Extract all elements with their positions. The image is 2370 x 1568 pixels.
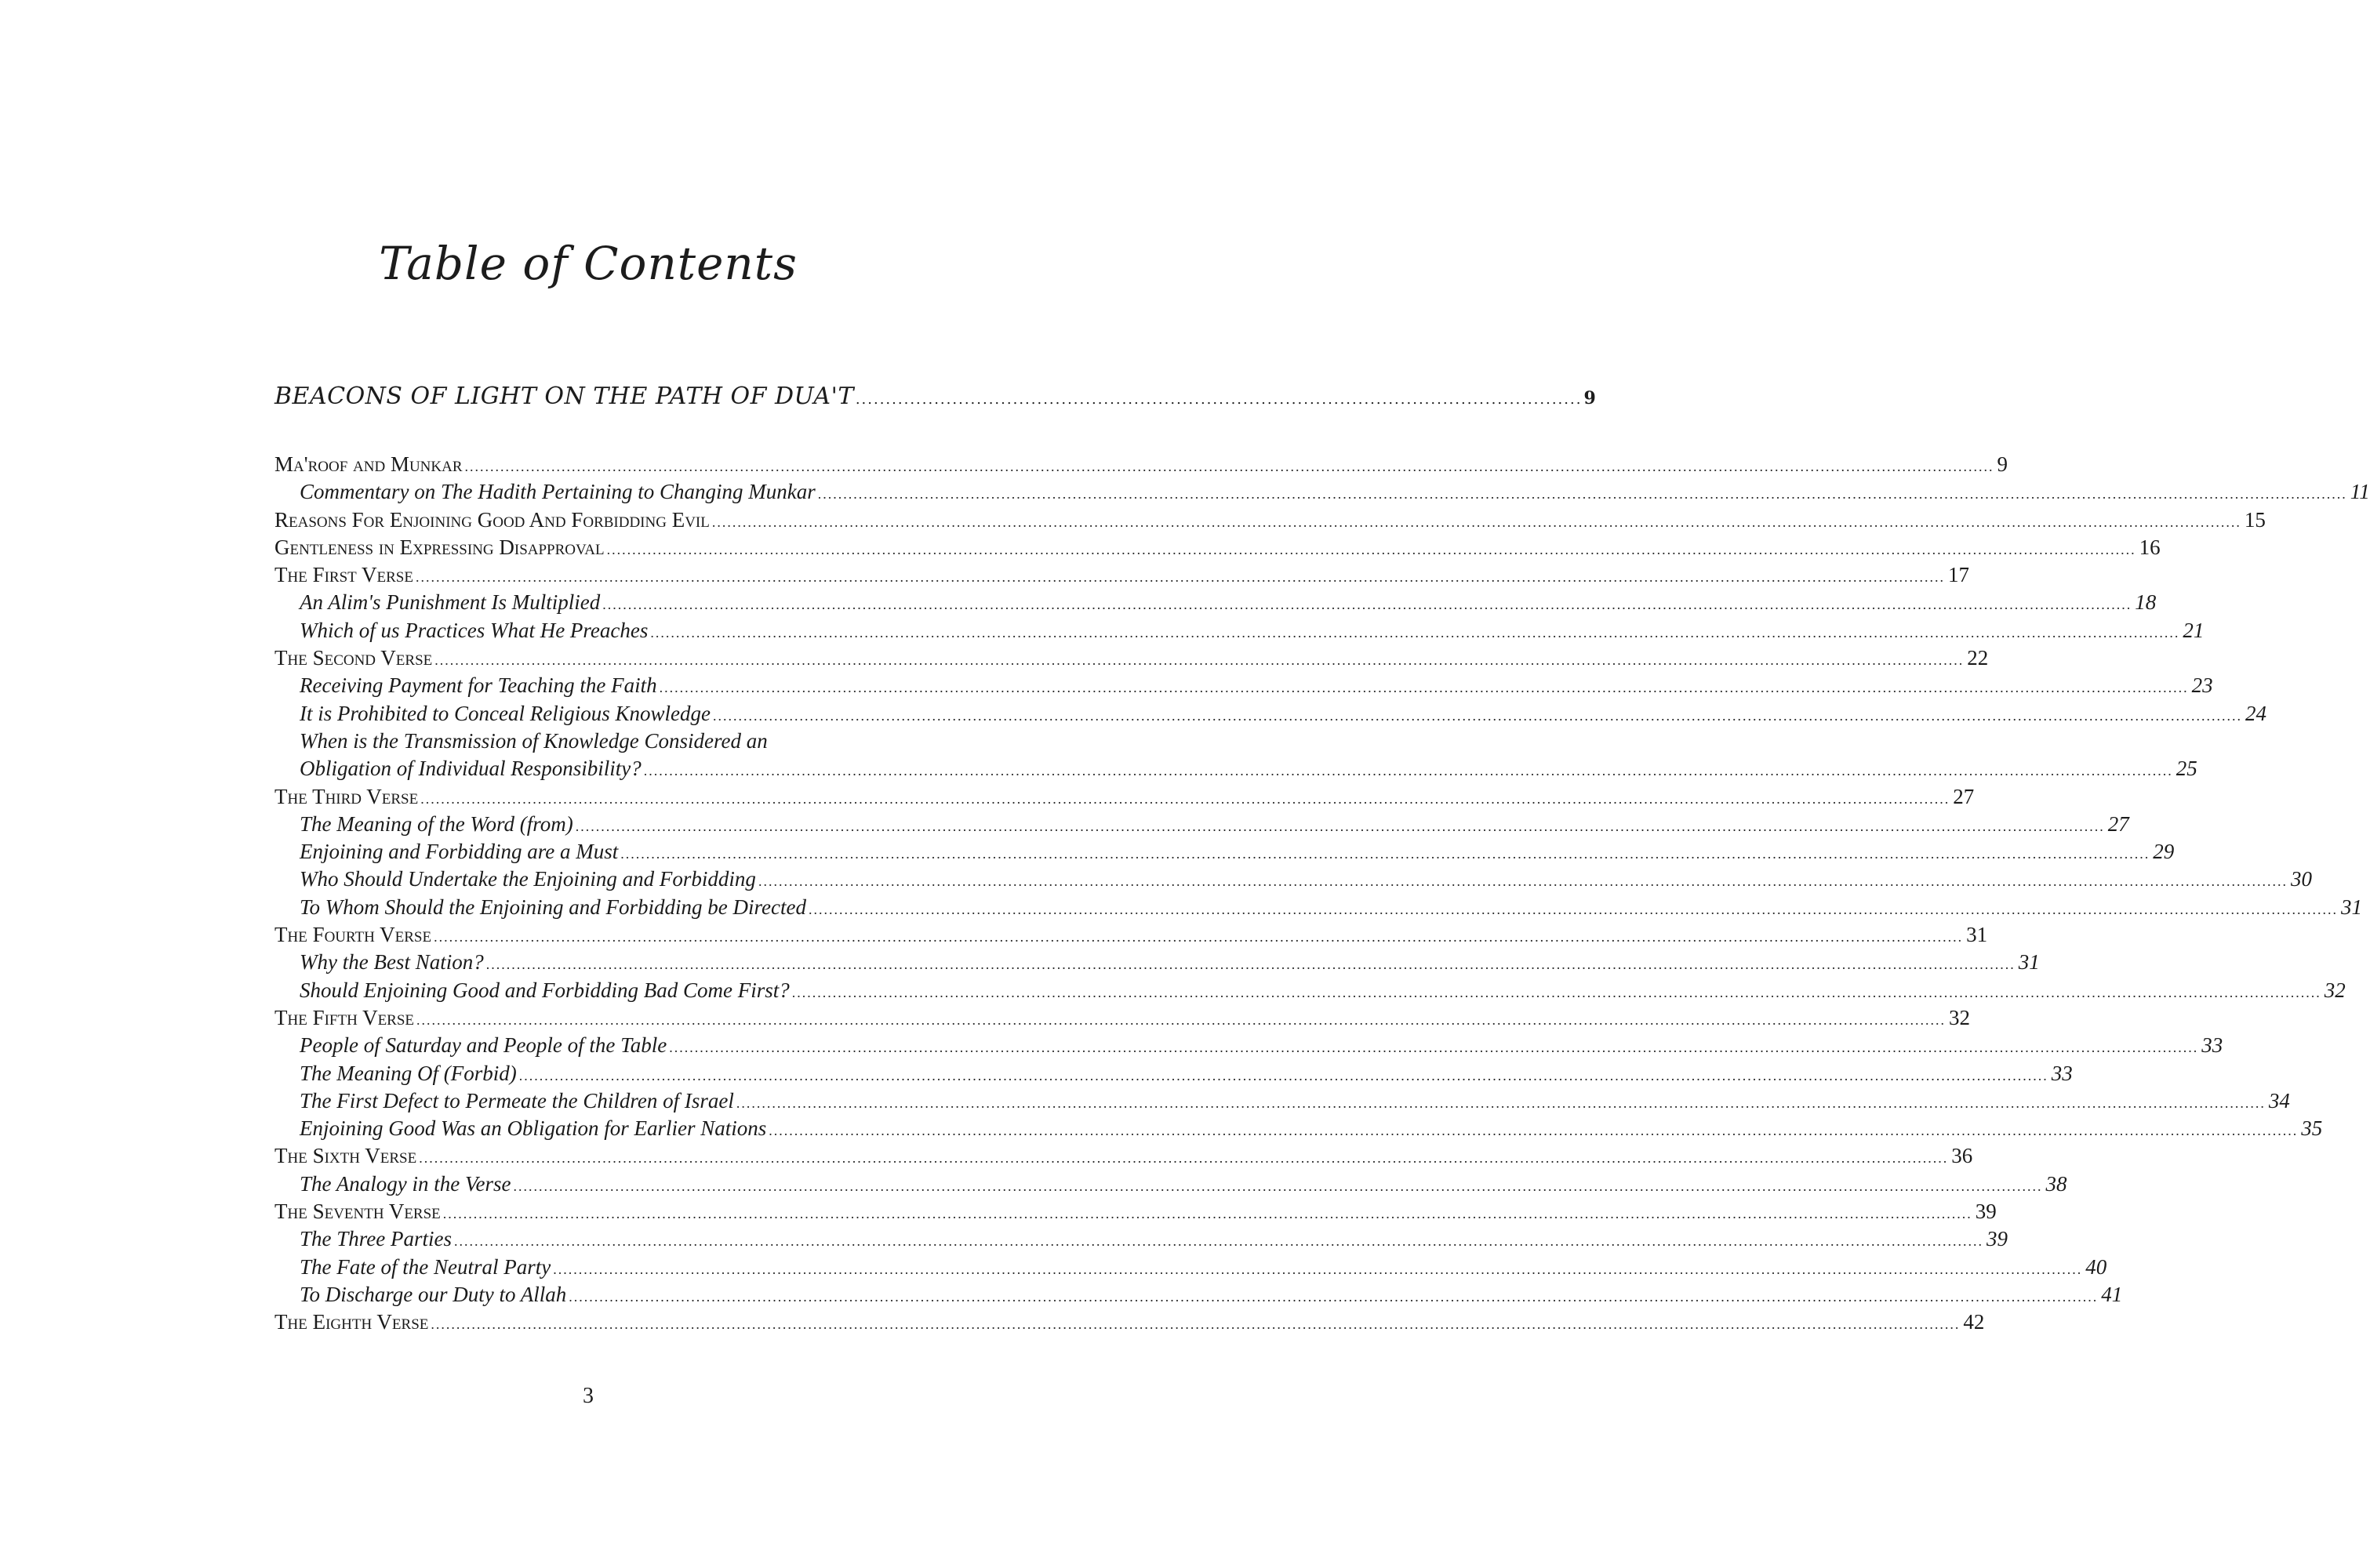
toc-section-entry: [274, 1198, 1997, 1225]
toc-subsection-entry: [274, 1087, 2290, 1115]
toc-entry-title: Obligation of Individual Responsibility?: [300, 757, 642, 781]
toc-subsection-entry: [274, 1032, 2223, 1059]
leader-dots: ............................................................................................................................................................................................................................................................................................................: [669, 1040, 2199, 1056]
toc-entry-title: Enjoining and Forbidding are a Must: [300, 840, 619, 864]
toc-entry-title: Who Should Undertake the Enjoining and Forbidding: [300, 867, 756, 891]
toc-entry-title: The Meaning of the Word (from): [300, 811, 573, 836]
toc-entry-page: 11: [2350, 480, 2370, 504]
toc-section-entry: [274, 783, 1975, 811]
leader-dots: ............................................................................................................................................................................................................................................................................................................: [569, 1288, 2099, 1305]
leader-dots: ............................................................................................................................................................................................................................................................................................................: [712, 707, 2242, 724]
toc-entry-title: Commentary on The Hadith Pertaining to Changing Munkar: [300, 480, 816, 504]
part-heading-label: BEACONS OF LIGHT ON THE PATH OF DUA'T: [274, 383, 854, 410]
toc-entry-title: The Fate of the Neutral Party: [300, 1254, 551, 1279]
toc-entry-title: The Second Verse: [274, 646, 433, 670]
toc-section-entry: [274, 451, 2008, 478]
toc-subsection-entry: [274, 478, 2370, 506]
toc-entry-page: 31: [2018, 950, 2040, 975]
toc-subsection-entry: [274, 1115, 2323, 1142]
leader-dots: ............................................................................................................................................................................................................................................................................................................: [620, 846, 2150, 862]
leader-dots: ............................................................................................................................................................................................................................................................................................................: [711, 514, 2241, 530]
toc-entry-title: The Three Parties: [300, 1227, 452, 1251]
toc-subsection-entry: [274, 866, 2312, 893]
toc-entry-title: Should Enjoining Good and Forbidding Bad Come First?: [300, 978, 790, 1002]
toc-entry-page: 9: [1997, 452, 2008, 476]
toc-entry-title: The Fourth Verse: [274, 923, 432, 947]
toc-entry-title: The First Defect to Permeate the Children of Israel: [300, 1088, 734, 1112]
toc-entry-page: 17: [1947, 563, 1969, 587]
toc-entry-page: 42: [1963, 1310, 1985, 1334]
toc-entry-title: When is the Transmission of Knowledge Considered an: [300, 728, 768, 753]
toc-entry-page: 27: [2107, 811, 2129, 836]
toc-subsection-entry: [274, 894, 2362, 921]
toc-entry-title: People of Saturday and People of the Table: [300, 1033, 667, 1058]
toc-subsection-entry: [274, 589, 2157, 616]
toc-entry-title: Receiving Payment for Teaching the Faith: [300, 673, 657, 698]
toc-section-entry: [274, 1004, 1971, 1032]
toc-entry-page: 35: [2301, 1116, 2323, 1141]
toc-entry-title: The Third Verse: [274, 784, 419, 808]
leader-dots: ............................................................................................................................................................................................................................................................................................................: [416, 1011, 1947, 1028]
leader-dots: ............................................................................................................................................................................................................................................................................................................: [420, 790, 1950, 807]
toc-entry-page: 22: [1967, 646, 1989, 670]
toc-section-entry: [274, 506, 2266, 534]
toc-subsection-entry: [274, 1281, 2123, 1308]
leader-dots: ............................................................................................................................................................................................................................................................................................................: [431, 1316, 1961, 1333]
toc-entry-page: 40: [2085, 1254, 2107, 1279]
leader-dots: ............................................................................................................................................................................................................................................................................................................: [808, 901, 2338, 917]
toc-entry-title: The Eighth Verse: [274, 1310, 429, 1334]
toc-subsection-entry: [274, 977, 2346, 1004]
leader-dots: ............................................................................................................................................................................................................................................................................................................: [464, 459, 1994, 474]
toc-entry-title: To Whom Should the Enjoining and Forbidding be Directed: [300, 895, 806, 919]
toc-entry-title: Why the Best Nation?: [300, 950, 484, 975]
toc-entry-page: 36: [1951, 1144, 1973, 1168]
toc-section-entry: [274, 921, 1988, 949]
leader-dots: ............................................................................................................................................................................................................................................................................................................: [791, 984, 2321, 1000]
toc-entry-page: 31: [1966, 923, 1988, 947]
toc-section-entry: [274, 644, 1989, 672]
leader-dots: ............................................................................................................................................................................................................................................................................................................: [434, 929, 1964, 946]
toc-entry-page: 25: [2176, 757, 2197, 781]
page-title: Table of Contents: [379, 237, 798, 290]
leader-dots: ............................................................................................................................................................................................................................................................................................................: [453, 1233, 1983, 1250]
toc-entry-title: The Analogy in the Verse: [300, 1171, 511, 1196]
page-number: 3: [583, 1384, 594, 1408]
leader-dots: ............................................................................................................................................................................................................................................................................................................: [650, 624, 2180, 641]
leader-dots: ............................................................................................................................................................................................................................................................................................................: [442, 1206, 1972, 1222]
toc-entry-page: 39: [1975, 1200, 1997, 1224]
leader-dots: ........................................................................................................................: [855, 391, 1583, 408]
leader-dots: ............................................................................................................................................................................................................................................................................................................: [769, 1123, 2299, 1139]
toc-entry-page: 23: [2191, 673, 2213, 698]
toc-entry-page: 18: [2135, 590, 2157, 615]
toc-entry-page: 15: [2244, 507, 2266, 532]
toc-subsection-entry: [274, 949, 2040, 976]
leader-dots: ............................................................................................................................................................................................................................................................................................................: [419, 1150, 1949, 1167]
toc-list: [274, 451, 2370, 1337]
toc-entry-page: 32: [1949, 1005, 1971, 1029]
toc-entry-title: The Fifth Verse: [274, 1005, 415, 1029]
toc-entry-page: 41: [2101, 1282, 2123, 1306]
toc-subsection-entry: [274, 617, 2205, 644]
toc-subsection-entry: [274, 755, 2197, 782]
toc-entry-page: 30: [2290, 867, 2312, 891]
leader-dots: ............................................................................................................................................................................................................................................................................................................: [553, 1261, 2083, 1277]
toc-entry-title: Reasons For Enjoining Good And Forbidding Evil: [274, 507, 710, 532]
toc-subsection-entry: [274, 700, 2266, 728]
leader-dots: ............................................................................................................................................................................................................................................................................................................: [606, 541, 2136, 557]
toc-section-entry: [274, 1308, 1985, 1336]
toc-entry-page: 39: [1986, 1227, 2008, 1251]
leader-dots: ............................................................................................................................................................................................................................................................................................................: [659, 680, 2189, 696]
toc-entry-title: The Meaning Of (Forbid): [300, 1061, 517, 1085]
toc-entry-page: 24: [2245, 701, 2266, 725]
toc-entry-page: 31: [2340, 895, 2362, 919]
toc-entry-title: Gentleness in Expressing Disapproval: [274, 535, 605, 559]
toc-entry-title: It is Prohibited to Conceal Religious Knowledge: [300, 701, 711, 725]
leader-dots: ............................................................................................................................................................................................................................................................................................................: [434, 652, 1965, 669]
toc-entry-title: Ma'roof and Munkar: [274, 452, 463, 476]
toc-subsection-entry: [274, 838, 2175, 866]
leader-dots: ............................................................................................................................................................................................................................................................................................................: [602, 597, 2132, 613]
toc-entry-title: To Discharge our Duty to Allah: [300, 1282, 567, 1306]
toc-entry-title: The Seventh Verse: [274, 1200, 441, 1224]
leader-dots: ............................................................................................................................................................................................................................................................................................................: [736, 1094, 2266, 1111]
leader-dots: ............................................................................................................................................................................................................................................................................................................: [575, 818, 2105, 834]
toc-entry-page: 16: [2139, 535, 2161, 559]
toc-entry-page: 32: [2324, 978, 2346, 1002]
toc-entry-title: Which of us Practices What He Preaches: [300, 618, 649, 642]
toc-subsection-entry: [274, 1254, 2107, 1281]
toc-entry-title: Enjoining Good Was an Obligation for Earlier Nations: [300, 1116, 767, 1141]
toc-subsection-entry: [274, 728, 914, 755]
part-heading: [274, 383, 1597, 410]
toc-subsection-entry: [274, 1060, 2073, 1087]
leader-dots: ............................................................................................................................................................................................................................................................................................................: [513, 1178, 2043, 1194]
toc-subsection-entry: [274, 1225, 2008, 1253]
toc-section-entry: [274, 534, 2161, 561]
toc-entry-page: 27: [1953, 784, 1975, 808]
toc-entry-title: The First Verse: [274, 563, 413, 587]
leader-dots: ............................................................................................................................................................................................................................................................................................................: [485, 956, 2016, 973]
leader-dots: ............................................................................................................................................................................................................................................................................................................: [817, 486, 2347, 503]
toc-subsection-entry: [274, 672, 2213, 699]
toc-entry-page: 33: [2051, 1061, 2073, 1085]
toc-entry-page: 38: [2045, 1171, 2067, 1196]
leader-dots: ............................................................................................................................................................................................................................................................................................................: [643, 763, 2173, 779]
toc-section-entry: [274, 1142, 1973, 1170]
toc-subsection-entry: [274, 811, 2129, 838]
leader-dots: ............................................................................................................................................................................................................................................................................................................: [758, 873, 2288, 890]
leader-dots: ............................................................................................................................................................................................................................................................................................................: [518, 1067, 2048, 1083]
toc-entry-page: 29: [2153, 840, 2175, 864]
toc-subsection-entry: [274, 1171, 2067, 1198]
toc-entry-page: 21: [2183, 618, 2205, 642]
toc-entry-page: 34: [2268, 1088, 2290, 1112]
part-heading-page: 9: [1583, 388, 1597, 408]
toc-entry-page: 33: [2201, 1033, 2223, 1058]
leader-dots: ............................................................................................................................................................................................................................................................................................................: [415, 569, 1945, 586]
toc-entry-title: The Sixth Verse: [274, 1144, 417, 1168]
toc-entry-title: An Alim's Punishment Is Multiplied: [300, 590, 601, 615]
toc-section-entry: [274, 561, 1969, 589]
